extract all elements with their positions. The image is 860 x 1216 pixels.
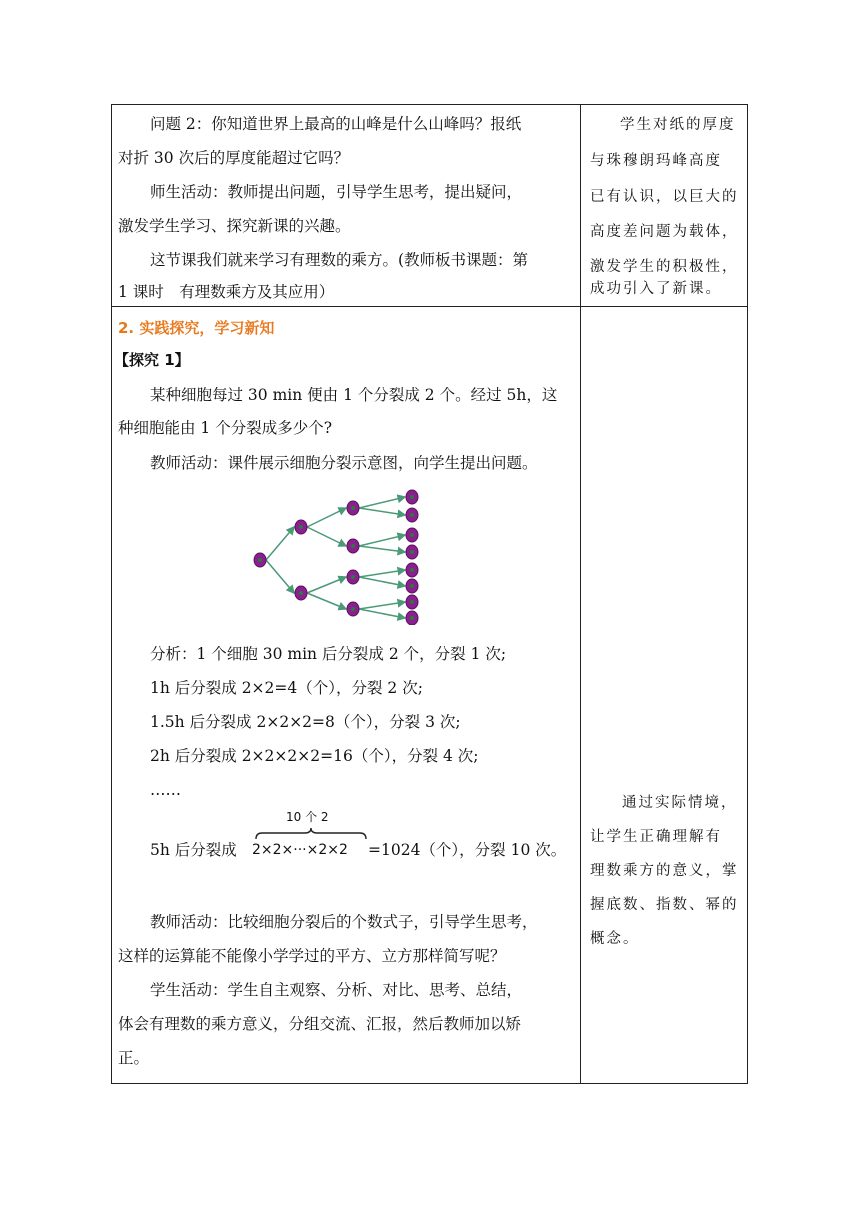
division-arrow: [307, 508, 346, 527]
row1-right-line: 学生对纸的厚度: [620, 117, 736, 133]
row1-left-line: 1 课时 有理数乘方及其应用）: [118, 283, 335, 301]
division-arrow: [266, 560, 294, 593]
division-arrow: [359, 577, 405, 586]
division-arrow: [359, 497, 405, 508]
problem-line: 种细胞能由 1 个分裂成多少个?: [118, 419, 333, 437]
row1-left-line: 对折 30 次后的厚度能超过它吗？: [118, 149, 350, 167]
division-arrow: [359, 546, 405, 552]
cell: [347, 570, 359, 584]
student-activity: 正。: [118, 1049, 150, 1067]
explore-label: 【探究 1】: [114, 351, 190, 369]
student-activity: 学生活动：学生自主观察、分析、对比、思考、总结，: [150, 981, 523, 999]
division-arrow: [307, 593, 346, 609]
division-arrow: [359, 609, 405, 618]
formula-suffix: =1024（个），分裂 10 次。: [368, 841, 567, 859]
analysis-line: 1h 后分裂成 2×2=4（个），分裂 2 次;: [150, 679, 423, 697]
row1-right-line: 与珠穆朗玛峰高度: [590, 153, 722, 169]
row1-right-line: 成功引入了新课。: [590, 281, 722, 297]
row2-right-line: 理数乘方的意义，掌: [590, 863, 739, 879]
division-arrow: [359, 570, 405, 577]
row1-right-line: 已有认识，以巨大的: [590, 189, 739, 205]
row1-left-line: 激发学生学习、探究新课的兴趣。: [118, 217, 351, 235]
ellipsis-line: ……: [150, 781, 181, 799]
section-title: 2. 实践探究，学习新知: [118, 319, 275, 337]
row1-left-line: 师生活动：教师提出问题，引导学生思考，提出疑问，: [150, 183, 523, 201]
row1-right-line: 高度差问题为载体，: [590, 224, 739, 240]
formula-expression: 2×2×···×2×2: [252, 842, 348, 858]
formula-prefix: 5h 后分裂成: [150, 841, 237, 859]
cell: [406, 611, 418, 625]
problem-line: 某种细胞每过 30 min 便由 1 个分裂成 2 个。经过 5h，这: [150, 386, 558, 404]
cell: [347, 602, 359, 616]
cell: [295, 586, 307, 600]
cell: [295, 520, 307, 534]
cell: [406, 508, 418, 522]
cell: [406, 595, 418, 609]
cell: [254, 553, 266, 567]
division-arrow: [307, 527, 346, 546]
cell: [406, 563, 418, 577]
lesson-table: [111, 104, 748, 1084]
analysis-line: 分析：1 个细胞 30 min 后分裂成 2 个，分裂 1 次;: [150, 645, 507, 663]
row2-right-line: 握底数、指数、幂的: [590, 897, 739, 913]
division-arrow: [307, 577, 346, 593]
teacher-activity-1: 教师活动：课件展示细胞分裂示意图，向学生提出问题。: [150, 454, 538, 472]
column-divider: [580, 105, 581, 1083]
analysis-line: 2h 后分裂成 2×2×2×2=16（个），分裂 4 次;: [150, 747, 479, 765]
student-activity: 体会有理数的乘方意义，分组交流、汇报，然后教师加以矫: [118, 1015, 522, 1033]
cell-division-diagram: [250, 485, 430, 625]
row1-right-line: 激发学生的积极性，: [590, 259, 739, 275]
cell: [406, 545, 418, 559]
teacher-activity-2: 这样的运算能不能像小学学过的平方、立方那样简写呢？: [118, 947, 506, 965]
cell: [406, 528, 418, 542]
row1-left-line: 问题 2：你知道世界上最高的山峰是什么山峰吗？报纸: [150, 115, 522, 133]
row2-right-line: 让学生正确理解有: [590, 829, 722, 845]
teacher-activity-2: 教师活动：比较细胞分裂后的个数式子，引导学生思考，: [150, 913, 538, 931]
division-arrow: [266, 527, 294, 560]
brace-label: 10 个 2: [286, 810, 329, 824]
row1-left-line: 这节课我们就来学习有理数的乘方。(教师板书课题：第: [150, 251, 529, 269]
division-arrow: [359, 602, 405, 609]
cell: [406, 490, 418, 504]
division-arrow: [359, 535, 405, 546]
analysis-line: 1.5h 后分裂成 2×2×2=8（个），分裂 3 次;: [150, 713, 461, 731]
cell: [347, 501, 359, 515]
row2-right-line: 概念。: [590, 931, 640, 947]
cell: [347, 539, 359, 553]
cell: [406, 579, 418, 593]
row2-right-line: 通过实际情境，: [622, 795, 738, 811]
division-arrow: [359, 508, 405, 515]
